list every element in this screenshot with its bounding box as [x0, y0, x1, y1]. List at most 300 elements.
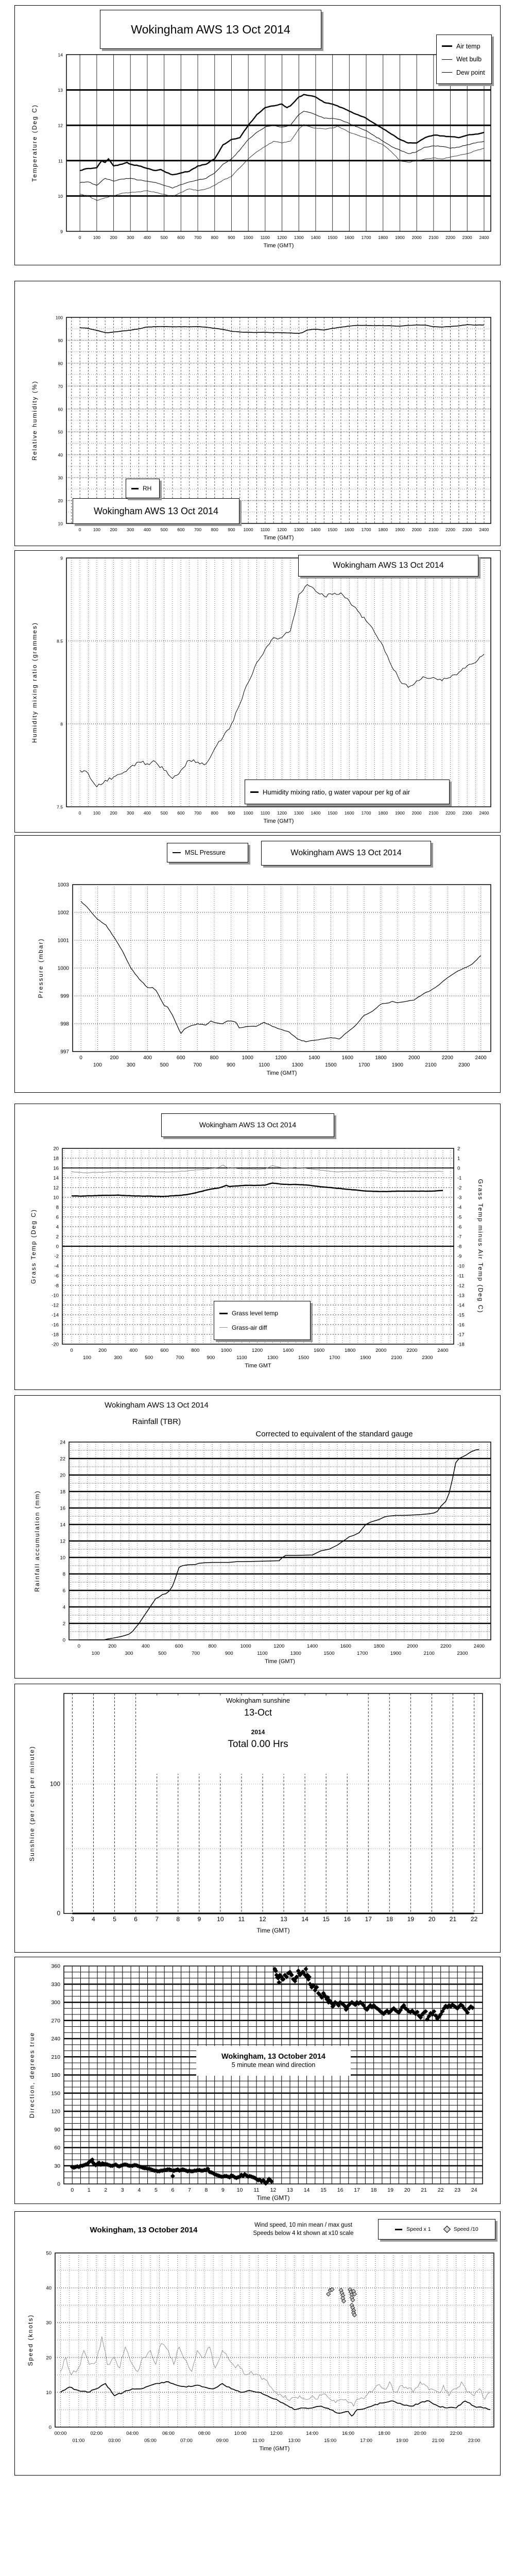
- svg-text:Pressure (mbar): Pressure (mbar): [37, 938, 44, 998]
- svg-text:-20: -20: [52, 1342, 59, 1348]
- svg-text:1400: 1400: [283, 1348, 294, 1353]
- svg-text:04:00: 04:00: [126, 2431, 139, 2436]
- svg-text:600: 600: [177, 527, 185, 532]
- chart-title: [59, 2220, 229, 2241]
- svg-text:2400: 2400: [437, 1348, 449, 1353]
- svg-text:1300: 1300: [294, 810, 304, 816]
- legend-label: Speed x 1: [406, 2226, 431, 2232]
- svg-text:1700: 1700: [357, 1651, 368, 1656]
- svg-text:700: 700: [193, 1062, 202, 1068]
- svg-text:-18: -18: [457, 1342, 465, 1348]
- svg-text:300: 300: [126, 1062, 135, 1068]
- svg-text:16: 16: [344, 1916, 351, 1923]
- legend-item: [442, 56, 482, 63]
- svg-text:700: 700: [176, 1355, 184, 1361]
- svg-text:998: 998: [60, 1021, 69, 1027]
- chart-title: [261, 841, 431, 866]
- svg-text:18: 18: [53, 1156, 59, 1162]
- svg-text:100: 100: [93, 527, 100, 532]
- svg-text:2300: 2300: [457, 1651, 468, 1656]
- svg-text:14: 14: [60, 1522, 65, 1528]
- svg-text:2000: 2000: [411, 235, 422, 240]
- svg-text:1300: 1300: [267, 1355, 279, 1361]
- svg-text:40: 40: [46, 2285, 52, 2292]
- svg-text:-5: -5: [457, 1214, 462, 1221]
- chart-panel-wind-direction: [14, 1957, 501, 2204]
- svg-text:4: 4: [138, 2187, 141, 2193]
- chart-title-line: 13-Oct: [244, 1707, 272, 1718]
- svg-text:0: 0: [62, 1637, 65, 1643]
- svg-text:1100: 1100: [257, 1651, 268, 1656]
- svg-text:Relative humidity (%): Relative humidity (%): [31, 380, 38, 461]
- svg-text:2100: 2100: [428, 527, 439, 532]
- svg-text:2400: 2400: [475, 1055, 487, 1061]
- svg-text:2100: 2100: [425, 1062, 437, 1068]
- svg-text:00:00: 00:00: [54, 2431, 67, 2436]
- svg-text:300: 300: [127, 235, 134, 240]
- svg-text:Direction, degrees true: Direction, degrees true: [28, 2031, 36, 2119]
- svg-text:01:00: 01:00: [72, 2438, 85, 2444]
- svg-text:800: 800: [211, 527, 218, 532]
- svg-text:15: 15: [322, 1916, 330, 1923]
- svg-text:07:00: 07:00: [180, 2438, 193, 2444]
- svg-text:17: 17: [354, 2187, 360, 2193]
- svg-text:100: 100: [49, 1780, 60, 1788]
- svg-text:300: 300: [127, 527, 134, 532]
- svg-text:210: 210: [51, 2054, 60, 2060]
- svg-text:9: 9: [60, 555, 63, 561]
- svg-text:1900: 1900: [394, 235, 405, 240]
- svg-text:1600: 1600: [344, 235, 354, 240]
- line-sample-icon: [442, 72, 452, 73]
- svg-text:2300: 2300: [462, 810, 472, 816]
- svg-text:24: 24: [60, 1439, 65, 1446]
- svg-text:1600: 1600: [314, 1348, 325, 1353]
- svg-text:12: 12: [58, 123, 63, 128]
- svg-text:21:00: 21:00: [432, 2438, 444, 2444]
- svg-text:20: 20: [428, 1916, 436, 1923]
- svg-text:1400: 1400: [307, 1643, 318, 1649]
- svg-text:270: 270: [51, 2018, 60, 2024]
- legend-item: [395, 2226, 431, 2232]
- legend-label: Grass-air diff: [232, 1324, 267, 1331]
- svg-text:2300: 2300: [458, 1062, 470, 1068]
- svg-text:1400: 1400: [311, 810, 321, 816]
- chart-panel-grass-temperature: [14, 1104, 501, 1390]
- svg-text:5: 5: [113, 1916, 116, 1923]
- svg-text:30: 30: [58, 475, 63, 481]
- svg-text:11:00: 11:00: [252, 2438, 265, 2444]
- svg-text:Time (GMT): Time (GMT): [263, 818, 294, 824]
- svg-text:999: 999: [60, 993, 69, 999]
- svg-text:1000: 1000: [243, 527, 253, 532]
- svg-text:Time (GMT): Time (GMT): [256, 1927, 290, 1934]
- svg-text:Time GMT: Time GMT: [245, 1363, 271, 1369]
- svg-text:8: 8: [56, 1205, 59, 1211]
- svg-text:2000: 2000: [375, 1348, 387, 1353]
- svg-text:700: 700: [194, 235, 202, 240]
- svg-text:Time (GMT): Time (GMT): [263, 243, 294, 249]
- svg-text:Time (GMT): Time (GMT): [266, 1070, 297, 1076]
- svg-text:02:00: 02:00: [90, 2431, 103, 2436]
- svg-text:1003: 1003: [57, 882, 69, 888]
- svg-text:Speed (knots): Speed (knots): [27, 2314, 34, 2366]
- legend-label: Wet bulb: [456, 56, 482, 63]
- svg-text:100: 100: [93, 1062, 102, 1068]
- svg-text:1200: 1200: [277, 235, 287, 240]
- svg-text:0: 0: [48, 2425, 52, 2431]
- svg-text:1800: 1800: [373, 1643, 385, 1649]
- svg-text:1400: 1400: [311, 527, 321, 532]
- svg-text:3: 3: [71, 1916, 74, 1923]
- chart-title-line: Wokingham, 13 October 2014: [90, 2225, 198, 2234]
- svg-text:1900: 1900: [394, 527, 405, 532]
- legend-label: Grass level temp: [232, 1310, 279, 1317]
- svg-text:17:00: 17:00: [360, 2438, 372, 2444]
- svg-text:1200: 1200: [277, 810, 287, 816]
- chart-panel-humidity-mixing-ratio: [14, 550, 501, 833]
- svg-text:300: 300: [114, 1355, 123, 1361]
- svg-text:Time (GMT): Time (GMT): [263, 535, 294, 541]
- svg-text:7.5: 7.5: [57, 804, 63, 810]
- svg-text:1200: 1200: [251, 1348, 263, 1353]
- legend: [245, 779, 450, 804]
- svg-text:50: 50: [58, 429, 63, 435]
- svg-text:6: 6: [134, 1916, 138, 1923]
- svg-text:1000: 1000: [243, 810, 253, 816]
- svg-text:1700: 1700: [358, 1062, 370, 1068]
- chart-title-line: Wokingham AWS 13 Oct 2014: [105, 1400, 209, 1410]
- svg-text:1300: 1300: [294, 527, 304, 532]
- legend-label: Air temp: [456, 42, 480, 50]
- svg-text:700: 700: [194, 527, 202, 532]
- svg-text:1300: 1300: [290, 1651, 301, 1656]
- svg-text:10: 10: [236, 2187, 243, 2193]
- svg-text:400: 400: [143, 527, 151, 532]
- svg-text:1100: 1100: [260, 235, 270, 240]
- chart-note: [216, 1428, 453, 1441]
- svg-text:1200: 1200: [275, 1055, 287, 1061]
- svg-text:8: 8: [176, 1916, 180, 1923]
- svg-text:18: 18: [386, 1916, 393, 1923]
- legend-label: Speed /10: [453, 2226, 478, 2232]
- svg-text:2200: 2200: [441, 1055, 454, 1061]
- svg-text:1500: 1500: [328, 527, 338, 532]
- svg-text:1400: 1400: [308, 1055, 320, 1061]
- svg-text:90: 90: [58, 337, 63, 343]
- chart-title-line: Wokingham sunshine: [226, 1697, 290, 1704]
- svg-text:300: 300: [127, 810, 134, 816]
- chart-panel-sunshine: [14, 1684, 501, 1953]
- svg-text:05:00: 05:00: [144, 2438, 157, 2444]
- svg-text:06:00: 06:00: [162, 2431, 175, 2436]
- svg-text:09:00: 09:00: [216, 2438, 229, 2444]
- svg-text:1800: 1800: [345, 1348, 356, 1353]
- svg-text:1200: 1200: [273, 1643, 285, 1649]
- svg-text:2400: 2400: [473, 1643, 485, 1649]
- svg-text:-4: -4: [54, 1263, 59, 1269]
- chart-title: [298, 555, 478, 577]
- svg-text:24: 24: [471, 2187, 477, 2193]
- chart-title-line: Wind speed, 10 min mean / max gust: [254, 2222, 352, 2228]
- chart-title-line: Wokingham AWS 13 Oct 2014: [199, 1121, 297, 1129]
- svg-text:0: 0: [70, 1348, 73, 1353]
- svg-text:12: 12: [60, 1538, 65, 1545]
- svg-text:2100: 2100: [391, 1355, 402, 1361]
- svg-text:0: 0: [71, 2187, 74, 2193]
- svg-text:330: 330: [51, 1981, 60, 1988]
- svg-text:2000: 2000: [411, 527, 422, 532]
- svg-text:2000: 2000: [411, 810, 422, 816]
- svg-text:9: 9: [197, 1916, 201, 1923]
- svg-text:2100: 2100: [423, 1651, 435, 1656]
- svg-text:-2: -2: [54, 1253, 59, 1260]
- svg-text:-10: -10: [52, 1293, 59, 1299]
- chart-title-line: Wokingham AWS 13 Oct 2014: [93, 505, 219, 516]
- svg-text:1800: 1800: [378, 527, 388, 532]
- svg-text:200: 200: [110, 235, 117, 240]
- svg-text:1800: 1800: [378, 235, 388, 240]
- legend-item: [173, 849, 226, 856]
- svg-text:Temperature (Deg C): Temperature (Deg C): [31, 104, 38, 182]
- svg-text:1500: 1500: [328, 810, 338, 816]
- svg-text:3: 3: [121, 2187, 124, 2193]
- svg-text:1000: 1000: [57, 965, 69, 972]
- svg-text:120: 120: [51, 2108, 60, 2115]
- chart-title-line: Speeds below 4 kt shown at x10 scale: [253, 2230, 354, 2236]
- svg-text:-16: -16: [457, 1322, 465, 1328]
- svg-text:20: 20: [404, 2187, 410, 2193]
- line-sample-icon: [442, 59, 452, 60]
- chart-title-line: [155, 1721, 361, 1726]
- svg-text:8: 8: [60, 721, 63, 727]
- svg-text:-13: -13: [457, 1293, 465, 1299]
- chart-subtitle: [231, 2216, 375, 2243]
- svg-text:19:00: 19:00: [396, 2438, 408, 2444]
- svg-text:Grass Temp minus Air Temp (Deg: Grass Temp minus Air Temp (Deg C): [477, 1179, 484, 1314]
- svg-text:2200: 2200: [445, 527, 455, 532]
- svg-text:0: 0: [57, 2181, 60, 2188]
- svg-text:12: 12: [270, 2187, 277, 2193]
- wind-speed-canvas: [15, 2212, 501, 2476]
- chart-title: [196, 2046, 351, 2076]
- svg-text:50: 50: [46, 2250, 52, 2257]
- line-sample-icon: [250, 791, 259, 793]
- svg-text:2300: 2300: [462, 527, 472, 532]
- svg-text:1300: 1300: [291, 1062, 303, 1068]
- svg-text:400: 400: [143, 810, 151, 816]
- legend-item: [442, 2226, 478, 2232]
- svg-text:1600: 1600: [344, 527, 354, 532]
- svg-text:8: 8: [204, 2187, 208, 2193]
- svg-text:1900: 1900: [394, 810, 405, 816]
- svg-text:13: 13: [287, 2187, 293, 2193]
- svg-text:18: 18: [60, 1489, 65, 1495]
- line-sample-icon: [131, 488, 139, 489]
- svg-text:2400: 2400: [479, 527, 489, 532]
- svg-text:0: 0: [57, 1909, 60, 1917]
- svg-text:2100: 2100: [428, 810, 439, 816]
- svg-text:900: 900: [207, 1355, 215, 1361]
- svg-text:300: 300: [125, 1651, 133, 1656]
- svg-text:-7: -7: [457, 1234, 462, 1240]
- svg-text:2200: 2200: [406, 1348, 418, 1353]
- svg-text:22:00: 22:00: [450, 2431, 462, 2436]
- svg-text:5: 5: [154, 2187, 158, 2193]
- svg-text:100: 100: [55, 315, 63, 320]
- svg-text:300: 300: [51, 1999, 60, 2006]
- svg-text:1500: 1500: [328, 235, 338, 240]
- chart-panel-wind-speed: [14, 2211, 501, 2476]
- svg-text:-8: -8: [54, 1283, 59, 1289]
- svg-text:-3: -3: [457, 1195, 462, 1201]
- svg-text:10: 10: [58, 521, 63, 527]
- svg-text:400: 400: [143, 1055, 152, 1061]
- svg-text:4: 4: [92, 1916, 95, 1923]
- svg-text:Sunshine (per cent per minute): Sunshine (per cent per minute): [28, 1745, 36, 1861]
- svg-text:19: 19: [387, 2187, 393, 2193]
- svg-text:1900: 1900: [390, 1651, 402, 1656]
- svg-text:900: 900: [225, 1651, 233, 1656]
- svg-text:10: 10: [46, 2389, 52, 2396]
- svg-text:600: 600: [177, 810, 185, 816]
- svg-text:16:00: 16:00: [342, 2431, 355, 2436]
- svg-text:2000: 2000: [408, 1055, 420, 1061]
- svg-text:23:00: 23:00: [468, 2438, 480, 2444]
- svg-text:0: 0: [78, 235, 81, 240]
- legend: [126, 479, 160, 498]
- svg-text:0: 0: [56, 1244, 59, 1250]
- svg-text:0: 0: [77, 1643, 81, 1649]
- chart-title: [82, 1399, 231, 1412]
- svg-text:21: 21: [449, 1916, 457, 1923]
- svg-text:20: 20: [60, 1472, 65, 1479]
- svg-text:200: 200: [108, 1643, 117, 1649]
- line-sample-icon: [219, 1327, 228, 1328]
- svg-text:1100: 1100: [259, 1062, 270, 1068]
- svg-text:10: 10: [217, 1916, 224, 1923]
- svg-text:4: 4: [56, 1224, 59, 1230]
- svg-text:12: 12: [259, 1916, 266, 1923]
- svg-text:500: 500: [145, 1355, 153, 1361]
- svg-text:1000: 1000: [240, 1643, 251, 1649]
- svg-text:800: 800: [208, 1643, 217, 1649]
- svg-text:997: 997: [60, 1049, 69, 1055]
- svg-text:-17: -17: [457, 1332, 465, 1338]
- svg-text:11: 11: [253, 2187, 260, 2193]
- svg-text:2400: 2400: [479, 235, 489, 240]
- chart-title-line: Wokingham AWS 13 Oct 2014: [131, 22, 290, 36]
- svg-text:4: 4: [62, 1604, 65, 1611]
- svg-text:1: 1: [87, 2187, 91, 2193]
- svg-text:0: 0: [79, 1055, 82, 1061]
- svg-text:500: 500: [160, 235, 168, 240]
- svg-text:1100: 1100: [260, 810, 270, 816]
- svg-text:1: 1: [457, 1156, 460, 1162]
- svg-text:1900: 1900: [360, 1355, 371, 1361]
- chart-panel-rainfall: [14, 1395, 501, 1679]
- svg-text:1600: 1600: [340, 1643, 351, 1649]
- svg-text:600: 600: [175, 1643, 183, 1649]
- chart-title-line: Rainfall (TBR): [132, 1417, 181, 1426]
- svg-text:40: 40: [58, 452, 63, 458]
- svg-text:90: 90: [54, 2126, 60, 2133]
- legend-label: Humidity mixing ratio, g water vapour per kg of air: [263, 788, 410, 796]
- svg-text:10: 10: [58, 193, 63, 199]
- legend: [214, 1301, 311, 1340]
- legend: [167, 843, 248, 862]
- svg-text:20: 20: [53, 1146, 59, 1152]
- svg-text:14: 14: [301, 1916, 308, 1923]
- chart-panel-air-temperature: [14, 5, 501, 265]
- svg-text:1500: 1500: [325, 1062, 337, 1068]
- svg-text:10: 10: [60, 1555, 65, 1561]
- svg-text:7: 7: [155, 1916, 159, 1923]
- legend-item: [442, 43, 480, 50]
- svg-text:100: 100: [91, 1651, 100, 1656]
- svg-text:2: 2: [62, 1621, 65, 1627]
- svg-text:-10: -10: [457, 1263, 465, 1269]
- svg-text:2: 2: [56, 1234, 59, 1240]
- svg-text:19: 19: [407, 1916, 415, 1923]
- svg-text:400: 400: [141, 1643, 150, 1649]
- grass-temperature-canvas: [15, 1104, 501, 1391]
- svg-text:1700: 1700: [361, 810, 371, 816]
- svg-text:-8: -8: [457, 1244, 462, 1250]
- svg-text:200: 200: [98, 1348, 107, 1353]
- svg-text:2: 2: [104, 2187, 108, 2193]
- svg-text:-12: -12: [457, 1283, 465, 1289]
- svg-text:1600: 1600: [344, 810, 354, 816]
- chart-title: [73, 498, 239, 524]
- svg-text:2200: 2200: [445, 235, 455, 240]
- svg-text:900: 900: [226, 1062, 235, 1068]
- svg-text:18:00: 18:00: [378, 2431, 390, 2436]
- svg-text:500: 500: [160, 527, 168, 532]
- svg-text:-4: -4: [457, 1205, 462, 1211]
- svg-text:700: 700: [192, 1651, 200, 1656]
- svg-text:21: 21: [421, 2187, 427, 2193]
- svg-text:-18: -18: [52, 1332, 59, 1338]
- chart-title-line: Wokingham, 13 October 2014: [221, 2053, 325, 2061]
- svg-text:1800: 1800: [375, 1055, 387, 1061]
- legend-item: [250, 788, 410, 796]
- svg-text:22: 22: [470, 1916, 478, 1923]
- svg-text:9: 9: [60, 229, 63, 234]
- svg-text:08:00: 08:00: [198, 2431, 211, 2436]
- chart-title-line: Wokingham AWS 13 Oct 2014: [333, 561, 444, 570]
- svg-text:0: 0: [78, 810, 81, 816]
- chart-title-line: Corrected to equivalent of the standard gauge: [255, 1429, 413, 1438]
- svg-text:360: 360: [51, 1963, 60, 1970]
- svg-text:1700: 1700: [329, 1355, 340, 1361]
- wind-direction-canvas: [15, 1957, 501, 2205]
- svg-text:Humidity mixing ratio (grammes: Humidity mixing ratio (grammes): [31, 622, 38, 743]
- svg-text:14: 14: [53, 1175, 59, 1181]
- svg-text:22: 22: [437, 2187, 444, 2193]
- svg-text:14: 14: [303, 2187, 310, 2193]
- chart-panel-msl-pressure: [14, 835, 501, 1093]
- svg-text:900: 900: [228, 810, 235, 816]
- chart-title: [155, 1697, 361, 1774]
- svg-text:03:00: 03:00: [108, 2438, 121, 2444]
- svg-text:1000: 1000: [220, 1348, 232, 1353]
- svg-text:13: 13: [58, 88, 63, 93]
- svg-text:800: 800: [210, 1055, 219, 1061]
- svg-text:15: 15: [320, 2187, 327, 2193]
- svg-text:100: 100: [83, 1355, 91, 1361]
- svg-text:1002: 1002: [57, 910, 69, 916]
